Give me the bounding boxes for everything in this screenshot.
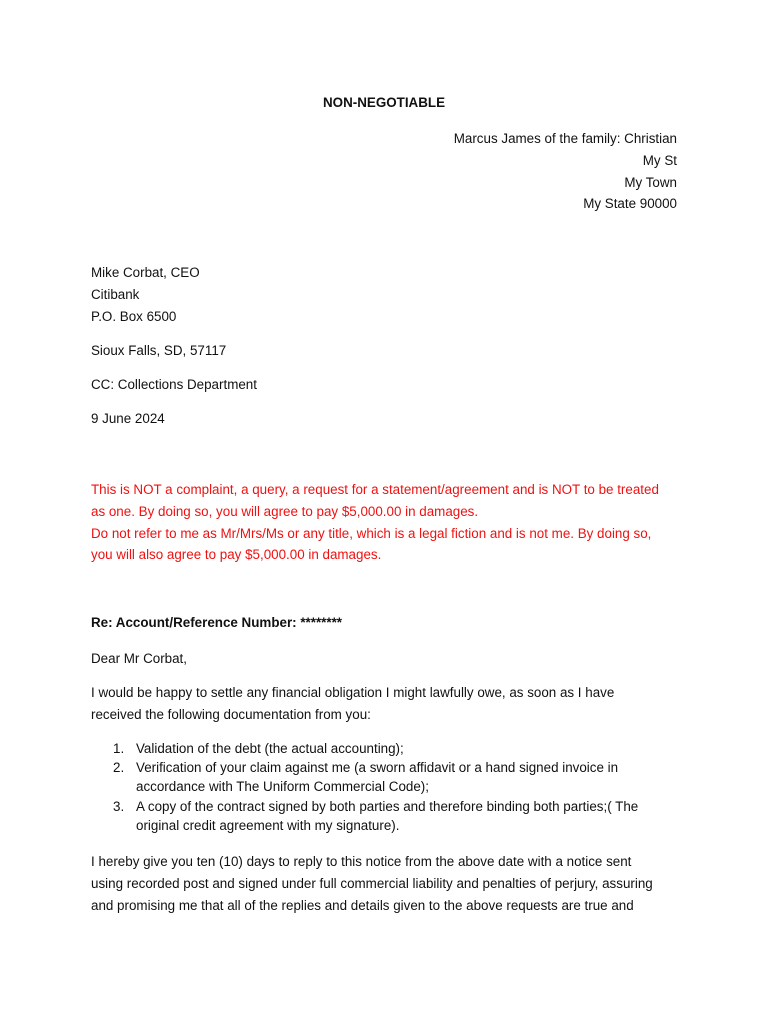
paragraph-line: I hereby give you ten (10) days to reply to this notice from the above date with a notice sent (91, 854, 632, 869)
document-request-list (91, 739, 691, 835)
recipient-address-block (91, 262, 200, 327)
sender-name: Marcus James of the family: Christian (453, 131, 677, 146)
intro-paragraph (91, 682, 691, 726)
list-item-text: original credit agreement with my signature). (136, 817, 400, 833)
recipient-city-line: Sioux Falls, SD, 57117 (91, 343, 227, 358)
list-item-number: 3. (113, 798, 125, 814)
salutation: Dear Mr Corbat, (91, 651, 187, 666)
letter-date: 9 June 2024 (91, 411, 165, 426)
warning-line: Do not refer to me as Mr/Mrs/Ms or any title, which is a legal fiction and is not me. By doing so, (91, 525, 652, 541)
paragraph-line: received the following documentation from you: (91, 707, 371, 723)
list-item-text: A copy of the contract signed by both parties and therefore binding both parties;( The (136, 798, 639, 814)
warning-line: as one. By doing so, you will agree to pay $5,000.00 in damages. (91, 503, 479, 519)
reference-line: Re: Account/Reference Number: ******** (91, 615, 343, 630)
recipient-po-box: P.O. Box 6500 (91, 308, 177, 324)
recipient-company: Citibank (91, 286, 140, 302)
sender-town: My Town (624, 174, 677, 190)
sender-state: My State 90000 (583, 196, 677, 212)
warning-notice (91, 479, 691, 566)
list-item-number: 1. (113, 741, 125, 756)
list-item-text: Verification of your claim against me (a sworn affidavit or a hand signed invoice in (136, 760, 619, 776)
paragraph-line: using recorded post and signed under full commercial liability and penalties of perjury, assuring (91, 876, 653, 892)
sender-address-block (454, 128, 677, 215)
paragraph-line: and promising me that all of the replies and details given to the above requests are true and (91, 898, 634, 914)
list-item-text: Validation of the debt (the actual accounting); (136, 741, 404, 756)
list-item (91, 797, 691, 835)
closing-paragraph (91, 851, 691, 918)
warning-line: This is NOT a complaint, a query, a request for a statement/agreement and is NOT to be treated (91, 482, 659, 497)
list-item (91, 758, 691, 796)
list-item-number: 2. (113, 760, 125, 776)
cc-line: CC: Collections Department (91, 377, 257, 392)
list-item (91, 739, 691, 758)
sender-street: My St (642, 152, 677, 168)
document-heading: NON-NEGOTIABLE (323, 95, 445, 110)
warning-line: you will also agree to pay $5,000.00 in damages. (91, 547, 382, 563)
recipient-name: Mike Corbat, CEO (91, 265, 200, 280)
paragraph-line: I would be happy to settle any financial obligation I might lawfully owe, as soon as I have (91, 685, 615, 700)
list-item-text: accordance with The Uniform Commercial Code); (136, 779, 429, 795)
